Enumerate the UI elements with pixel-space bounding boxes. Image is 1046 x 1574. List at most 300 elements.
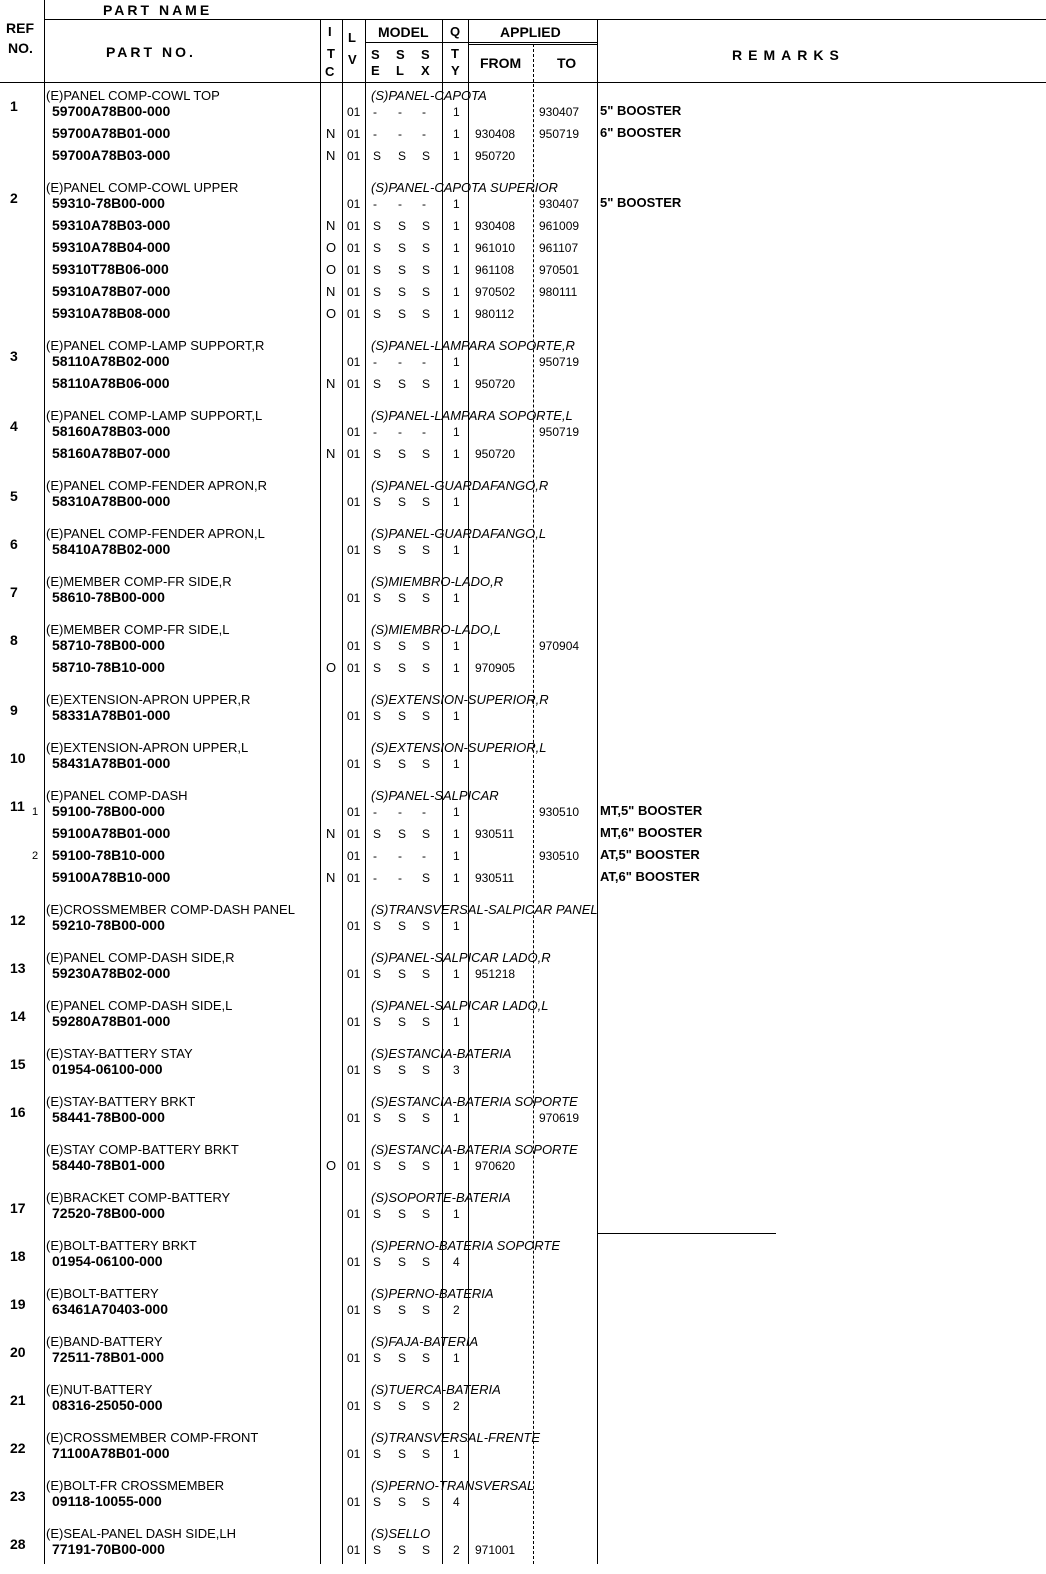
- part-number: 58160A78B07-000: [52, 445, 171, 461]
- part-name-spanish: (S)TRANSVERSAL-FRENTE: [371, 1430, 541, 1445]
- part-number: 77191-70B00-000: [52, 1541, 165, 1557]
- model-3-mark: S: [422, 447, 431, 461]
- part-group: [0, 1478, 1046, 1526]
- level: 01: [347, 639, 361, 653]
- quantity: 1: [453, 377, 460, 391]
- ref-number: 15: [10, 1056, 26, 1072]
- part-number: 71100A78B01-000: [52, 1445, 170, 1461]
- remarks: 6" BOOSTER: [600, 125, 682, 140]
- applied-to: 930510: [539, 805, 580, 819]
- model-2-mark: S: [398, 1495, 407, 1509]
- quantity: 1: [453, 105, 460, 119]
- applied-from: 950720: [475, 377, 516, 391]
- part-number: 58710-78B10-000: [52, 659, 165, 675]
- model-rule: [366, 42, 598, 43]
- model-3-mark: S: [422, 1159, 431, 1173]
- header-from: FROM: [480, 55, 522, 71]
- applied-to: 970904: [539, 639, 580, 653]
- part-name: (E)BAND-BATTERY: [46, 1334, 163, 1349]
- model-3-mark: S: [422, 241, 431, 255]
- level: 01: [347, 661, 361, 675]
- level: 01: [347, 1207, 361, 1221]
- quantity: 1: [453, 709, 460, 723]
- applied-to: 970501: [539, 263, 580, 277]
- model-2-mark: S: [398, 307, 407, 321]
- model-3-mark: S: [422, 1207, 431, 1221]
- ref-number: 16: [10, 1104, 26, 1120]
- model-2-mark: S: [398, 1543, 407, 1557]
- part-number: 59310A78B07-000: [52, 283, 171, 299]
- quantity: 1: [453, 307, 460, 321]
- model-3-mark: S: [422, 1447, 431, 1461]
- model-3-mark: S: [422, 591, 431, 605]
- remarks: MT,6" BOOSTER: [600, 825, 703, 840]
- model-1-mark: S: [373, 1303, 382, 1317]
- part-name-spanish: (S)ESTANCIA-BATERIA SOPORTE: [371, 1142, 578, 1157]
- part-number: 01954-06100-000: [52, 1253, 163, 1269]
- part-name: (E)BOLT-BATTERY: [46, 1286, 159, 1301]
- ref-number: 8: [10, 632, 18, 648]
- part-name: (E)CROSSMEMBER COMP-FRONT: [46, 1430, 259, 1445]
- part-number: 63461A70403-000: [52, 1301, 168, 1317]
- ref-number: 13: [10, 960, 26, 976]
- quantity: 1: [453, 757, 460, 771]
- model-2-mark: S: [398, 757, 407, 771]
- ref-number: 19: [10, 1296, 26, 1312]
- quantity: 3: [453, 1063, 460, 1077]
- part-group: [0, 180, 1046, 338]
- part-name-spanish: (S)PANEL-CAPOTA SUPERIOR: [371, 180, 558, 195]
- level: 01: [347, 967, 361, 981]
- part-name-spanish: (S)ESTANCIA-BATERIA SOPORTE: [371, 1094, 578, 1109]
- part-group: [0, 1190, 1046, 1238]
- applied-to: 950719: [539, 355, 580, 369]
- ref-number: 22: [10, 1440, 26, 1456]
- quantity: 4: [453, 1255, 460, 1269]
- part-number: 59700A78B03-000: [52, 147, 171, 163]
- part-name-spanish: (S)SOPORTE-BATERIA: [371, 1190, 511, 1205]
- quantity: 1: [453, 263, 460, 277]
- ref-number: 11: [10, 798, 25, 814]
- model-2-mark: S: [398, 1159, 407, 1173]
- part-number: 59310A78B03-000: [52, 217, 171, 233]
- ref-number: 2: [10, 190, 18, 206]
- header-itc-c: C: [325, 64, 335, 79]
- model-1-mark: -: [373, 871, 377, 885]
- part-number: 58110A78B06-000: [52, 375, 170, 391]
- model-3-mark: -: [422, 105, 426, 119]
- level: 01: [347, 1399, 361, 1413]
- ref-number: 14: [10, 1008, 26, 1024]
- level: 01: [347, 1351, 361, 1365]
- header-itc-t: T: [327, 46, 335, 61]
- model-1-mark: -: [373, 355, 377, 369]
- part-group: [0, 622, 1046, 692]
- part-group: [0, 408, 1046, 478]
- part-name: (E)MEMBER COMP-FR SIDE,L: [46, 622, 230, 637]
- part-name-spanish: (S)PERNO-TRANSVERSAL: [371, 1478, 535, 1493]
- model-3-mark: S: [422, 1543, 431, 1557]
- part-group: [0, 1334, 1046, 1382]
- part-name-spanish: (S)TRANSVERSAL-SALPICAR PANEL: [371, 902, 598, 917]
- part-name: (E)SEAL-PANEL DASH SIDE,LH: [46, 1526, 236, 1541]
- level: 01: [347, 543, 361, 557]
- model-3-mark: S: [422, 1111, 431, 1125]
- ref-number: 7: [10, 584, 18, 600]
- header-remarks: REMARKS: [732, 47, 845, 63]
- model-3-mark: -: [422, 197, 426, 211]
- applied-to: 950719: [539, 425, 580, 439]
- part-group: [0, 526, 1046, 574]
- model-1-mark: S: [373, 1495, 382, 1509]
- ref-number: 9: [10, 702, 18, 718]
- part-number: 59280A78B01-000: [52, 1013, 171, 1029]
- quantity: 1: [453, 149, 460, 163]
- ref-number: 23: [10, 1488, 26, 1504]
- model-1-mark: S: [373, 1399, 382, 1413]
- model-1-mark: S: [373, 1159, 382, 1173]
- ref-number: 21: [10, 1392, 26, 1408]
- model-3-mark: -: [422, 425, 426, 439]
- level: 01: [347, 1447, 361, 1461]
- part-name-spanish: (S)EXTENSION-SUPERIOR,R: [371, 692, 549, 707]
- part-number: 72511-78B01-000: [52, 1349, 165, 1365]
- model-1-mark: S: [373, 1111, 382, 1125]
- part-number: 59100A78B01-000: [52, 825, 171, 841]
- applied-from: 930511: [475, 827, 515, 841]
- part-number: 58110A78B02-000: [52, 353, 170, 369]
- header-itc-i: I: [328, 24, 332, 39]
- level: 01: [347, 871, 361, 885]
- model-3-mark: S: [422, 919, 431, 933]
- ref-number: 4: [10, 418, 18, 434]
- part-name: (E)MEMBER COMP-FR SIDE,R: [46, 574, 232, 589]
- applied-from: 951218: [475, 967, 516, 981]
- part-group: [0, 1238, 1046, 1286]
- level: 01: [347, 377, 361, 391]
- model-2-mark: -: [398, 105, 402, 119]
- model-3-mark: S: [422, 661, 431, 675]
- part-name: (E)EXTENSION-APRON UPPER,L: [46, 740, 249, 755]
- level: 01: [347, 425, 361, 439]
- applied-to: 930510: [539, 849, 580, 863]
- model-1-mark: S: [373, 241, 382, 255]
- part-name-spanish: (S)MIEMBRO-LADO,R: [371, 574, 504, 589]
- level: 01: [347, 127, 361, 141]
- model-3-mark: S: [422, 149, 431, 163]
- part-number: 59100A78B10-000: [52, 869, 171, 885]
- part-group: [0, 1094, 1046, 1142]
- part-name-spanish: (S)ESTANCIA-BATERIA: [371, 1046, 512, 1061]
- level: 01: [347, 241, 361, 255]
- header-model: MODEL: [378, 24, 429, 40]
- applied-to: 970619: [539, 1111, 580, 1125]
- model-2-mark: S: [398, 967, 407, 981]
- part-name-spanish: (S)SELLO: [371, 1526, 431, 1541]
- model-2-mark: S: [398, 285, 407, 299]
- quantity: 1: [453, 1015, 460, 1029]
- applied-to: 961009: [539, 219, 580, 233]
- level: 01: [347, 355, 361, 369]
- part-number: 58440-78B01-000: [52, 1157, 165, 1173]
- model-1-mark: S: [373, 661, 382, 675]
- part-group: [0, 950, 1046, 998]
- part-name-spanish: (S)TUERCA-BATERIA: [371, 1382, 501, 1397]
- header-lv-v: V: [348, 52, 357, 67]
- model-1-mark: -: [373, 425, 377, 439]
- part-group: [0, 574, 1046, 622]
- model-2-mark: S: [398, 543, 407, 557]
- part-group: [0, 998, 1046, 1046]
- quantity: 1: [453, 447, 460, 461]
- quantity: 1: [453, 639, 460, 653]
- level: 01: [347, 757, 361, 771]
- model-3-mark: -: [422, 805, 426, 819]
- header-model-s1: S: [371, 47, 380, 62]
- model-2-mark: S: [398, 919, 407, 933]
- part-name: (E)STAY-BATTERY BRKT: [46, 1094, 196, 1109]
- quantity: 1: [453, 919, 460, 933]
- applied-from: 930511: [475, 871, 515, 885]
- header-ref: REF: [6, 20, 34, 36]
- model-2-mark: S: [398, 1399, 407, 1413]
- part-name: (E)PANEL COMP-LAMP SUPPORT,L: [46, 408, 263, 423]
- model-1-mark: S: [373, 1063, 382, 1077]
- ref-number: 20: [10, 1344, 26, 1360]
- applied-to: 950719: [539, 127, 580, 141]
- model-1-mark: S: [373, 639, 382, 653]
- ref-number: 18: [10, 1248, 26, 1264]
- quantity: 1: [453, 805, 460, 819]
- header-to: TO: [557, 55, 577, 71]
- model-3-mark: S: [422, 1399, 431, 1413]
- quantity: 1: [453, 495, 460, 509]
- part-number: 59700A78B01-000: [52, 125, 171, 141]
- part-group: [0, 338, 1046, 408]
- applied-to: 930407: [539, 197, 580, 211]
- model-1-mark: S: [373, 543, 382, 557]
- applied-to: 980111: [539, 285, 578, 299]
- level: 01: [347, 1063, 361, 1077]
- variant-number: 1: [32, 806, 39, 818]
- model-2-mark: S: [398, 149, 407, 163]
- level: 01: [347, 495, 361, 509]
- model-2-mark: S: [398, 1303, 407, 1317]
- quantity: 2: [453, 1543, 460, 1557]
- model-3-mark: S: [422, 1255, 431, 1269]
- level: 01: [347, 709, 361, 723]
- model-1-mark: -: [373, 849, 377, 863]
- quantity: 1: [453, 219, 460, 233]
- part-number: 58410A78B02-000: [52, 541, 171, 557]
- part-group: [0, 788, 1046, 902]
- model-3-mark: S: [422, 543, 431, 557]
- header-model-x: X: [421, 63, 430, 78]
- level: 01: [347, 1015, 361, 1029]
- part-group: [0, 1382, 1046, 1430]
- quantity: 2: [453, 1399, 460, 1413]
- quantity: 1: [453, 1447, 460, 1461]
- applied-from: 970905: [475, 661, 516, 675]
- model-1-mark: S: [373, 1015, 382, 1029]
- part-number: 59700A78B00-000: [52, 103, 171, 119]
- applied-from: 930408: [475, 127, 516, 141]
- quantity: 1: [453, 355, 460, 369]
- ref-number: 28: [10, 1536, 26, 1552]
- part-number: 59100-78B10-000: [52, 847, 165, 863]
- header-model-s3: S: [421, 47, 430, 62]
- part-name-spanish: (S)PANEL-SALPICAR LADO,L: [371, 998, 549, 1013]
- model-2-mark: S: [398, 447, 407, 461]
- header-model-e: E: [371, 63, 380, 78]
- applied-from: 970620: [475, 1159, 516, 1173]
- model-3-mark: S: [422, 1351, 431, 1365]
- model-3-mark: S: [422, 639, 431, 653]
- model-1-mark: S: [373, 1207, 382, 1221]
- model-1-mark: S: [373, 263, 382, 277]
- part-name-spanish: (S)PANEL-CAPOTA: [371, 88, 487, 103]
- ref-number: 1: [10, 98, 18, 114]
- model-2-mark: S: [398, 661, 407, 675]
- model-1-mark: -: [373, 805, 377, 819]
- model-1-mark: S: [373, 919, 382, 933]
- applied-from: 950720: [475, 149, 516, 163]
- model-2-mark: -: [398, 805, 402, 819]
- level: 01: [347, 197, 361, 211]
- interchange-code: N: [326, 376, 336, 391]
- part-group: [0, 1286, 1046, 1334]
- model-2-mark: S: [398, 1351, 407, 1365]
- applied-from: 950720: [475, 447, 516, 461]
- level: 01: [347, 1495, 361, 1509]
- model-2-mark: S: [398, 709, 407, 723]
- part-name: (E)PANEL COMP-FENDER APRON,R: [46, 478, 268, 493]
- part-name-spanish: (S)PERNO-BATERIA SOPORTE: [371, 1238, 561, 1253]
- model-2-mark: S: [398, 827, 407, 841]
- model-2-mark: S: [398, 1063, 407, 1077]
- quantity: 1: [453, 591, 460, 605]
- header-qty-q: Q: [450, 24, 461, 39]
- header-applied: APPLIED: [500, 24, 561, 40]
- quantity: 1: [453, 1351, 460, 1365]
- level: 01: [347, 307, 361, 321]
- model-2-mark: -: [398, 425, 402, 439]
- ref-number: 17: [10, 1200, 26, 1216]
- header-no: NO.: [8, 40, 33, 56]
- level: 01: [347, 919, 361, 933]
- variant-number: 2: [32, 850, 39, 862]
- part-name: (E)BOLT-FR CROSSMEMBER: [46, 1478, 225, 1493]
- level: 01: [347, 1159, 361, 1173]
- part-name: (E)PANEL COMP-COWL UPPER: [46, 180, 239, 195]
- model-1-mark: -: [373, 127, 377, 141]
- header-model-l: L: [396, 63, 404, 78]
- interchange-code: O: [326, 660, 337, 675]
- model-1-mark: S: [373, 709, 382, 723]
- header-top-rule: [44, 19, 1046, 20]
- part-name-spanish: (S)PANEL-LAMPARA SOPORTE,L: [371, 408, 573, 423]
- model-2-mark: S: [398, 1447, 407, 1461]
- quantity: 1: [453, 849, 460, 863]
- part-number: 58331A78B01-000: [52, 707, 171, 723]
- model-1-mark: S: [373, 757, 382, 771]
- part-group: [0, 478, 1046, 526]
- model-1-mark: S: [373, 967, 382, 981]
- level: 01: [347, 1255, 361, 1269]
- part-number: 72520-78B00-000: [52, 1205, 165, 1221]
- model-1-mark: S: [373, 1447, 382, 1461]
- header-model-s2: S: [396, 47, 405, 62]
- header-qty-t: T: [451, 46, 459, 61]
- model-3-mark: S: [422, 1063, 431, 1077]
- part-number: 59210-78B00-000: [52, 917, 165, 933]
- header-lv-l: L: [348, 30, 356, 45]
- model-1-mark: S: [373, 307, 382, 321]
- interchange-code: N: [326, 446, 336, 461]
- part-number: 08316-25050-000: [52, 1397, 163, 1413]
- part-number: 59310-78B00-000: [52, 195, 165, 211]
- level: 01: [347, 827, 361, 841]
- applied-from: 970502: [475, 285, 516, 299]
- part-number: 58160A78B03-000: [52, 423, 171, 439]
- model-3-mark: -: [422, 849, 426, 863]
- remarks: MT,5" BOOSTER: [600, 803, 703, 818]
- model-2-mark: S: [398, 377, 407, 391]
- model-2-mark: -: [398, 849, 402, 863]
- part-number: 09118-10055-000: [52, 1493, 162, 1509]
- model-1-mark: S: [373, 1543, 382, 1557]
- quantity: 1: [453, 661, 460, 675]
- model-3-mark: S: [422, 307, 431, 321]
- remarks: AT,5" BOOSTER: [600, 847, 700, 862]
- quantity: 1: [453, 1111, 460, 1125]
- level: 01: [347, 805, 361, 819]
- part-number: 59230A78B02-000: [52, 965, 171, 981]
- part-name-spanish: (S)PANEL-SALPICAR LADO,R: [371, 950, 551, 965]
- ref-number: 6: [10, 536, 18, 552]
- level: 01: [347, 447, 361, 461]
- remarks: 5" BOOSTER: [600, 103, 682, 118]
- model-2-mark: S: [398, 1207, 407, 1221]
- quantity: 1: [453, 1159, 460, 1173]
- part-number: 58310A78B00-000: [52, 493, 171, 509]
- part-name-spanish: (S)MIEMBRO-LADO,L: [371, 622, 502, 637]
- model-2-mark: S: [398, 219, 407, 233]
- model-3-mark: S: [422, 1015, 431, 1029]
- model-2-mark: S: [398, 1015, 407, 1029]
- model-2-mark: S: [398, 495, 407, 509]
- part-group: [0, 1526, 1046, 1574]
- applied-from: 961010: [475, 241, 516, 255]
- part-number: 58431A78B01-000: [52, 755, 171, 771]
- level: 01: [347, 591, 361, 605]
- applied-to: 930407: [539, 105, 580, 119]
- model-2-mark: S: [398, 263, 407, 277]
- model-1-mark: S: [373, 495, 382, 509]
- ref-number: 10: [10, 750, 26, 766]
- model-3-mark: S: [422, 263, 431, 277]
- interchange-code: N: [326, 218, 336, 233]
- remarks: 5" BOOSTER: [600, 195, 682, 210]
- applied-from: 961108: [475, 263, 515, 277]
- model-2-mark: S: [398, 1255, 407, 1269]
- quantity: 1: [453, 425, 460, 439]
- part-name: (E)PANEL COMP-DASH SIDE,L: [46, 998, 233, 1013]
- model-1-mark: S: [373, 1255, 382, 1269]
- part-name-spanish: (S)PERNO-BATERIA: [371, 1286, 494, 1301]
- interchange-code: N: [326, 148, 336, 163]
- applied-from: 971001: [475, 1543, 516, 1557]
